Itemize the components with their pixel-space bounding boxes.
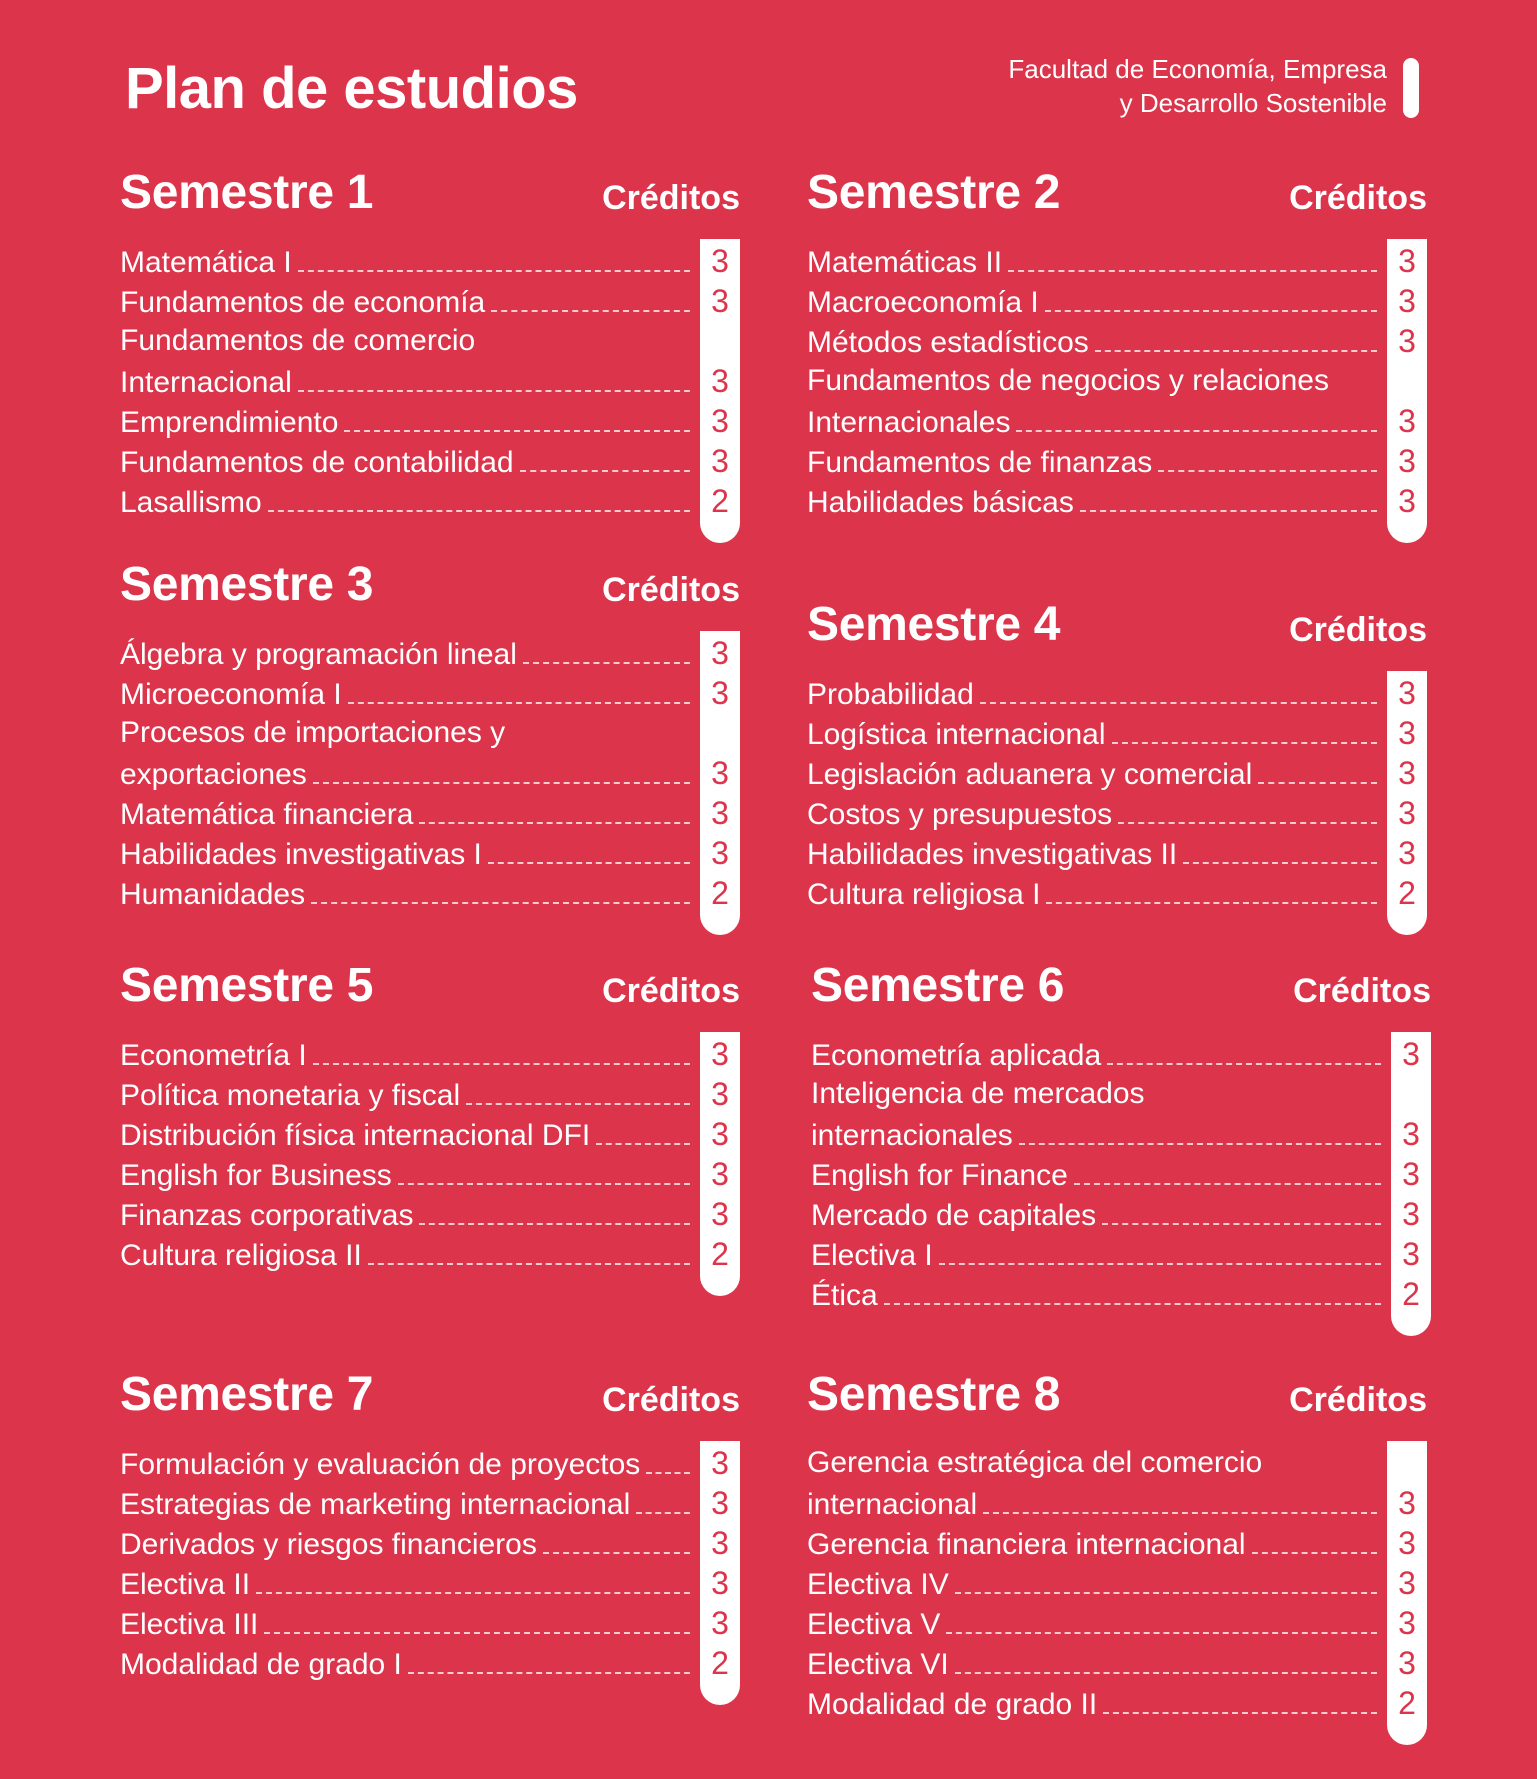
course-row [807,833,1427,873]
course-name: Derivados y riesgos financieros [120,1528,537,1561]
semester-header [120,1367,740,1441]
course-row [120,1483,740,1523]
dotted-leader [983,1512,1377,1514]
course-row [807,401,1427,441]
course-credits: 2 [1398,875,1416,911]
credits-column-label: Créditos [1289,1381,1427,1419]
semester-4-block [807,597,1427,913]
course-name: Distribución física internacional DFI [120,1119,591,1152]
dotted-leader [1046,902,1377,904]
course-row [811,1114,1431,1154]
course-credits: 3 [711,1445,729,1481]
course-credits: 3 [711,363,729,399]
course-name: Fundamentos de negocios y relaciones [807,364,1329,397]
course-row [807,673,1427,713]
course-credits: 3 [1398,795,1416,831]
course-list [807,239,1427,521]
course-credits: 3 [711,1036,729,1072]
dotted-leader [523,662,690,664]
course-row [120,1603,740,1643]
course-credits: 3 [1402,1196,1420,1232]
course-name: Electiva IV [807,1568,949,1601]
course-credits: 3 [1402,1116,1420,1152]
dotted-leader [311,902,690,904]
course-name: English for Business [120,1159,392,1192]
course-row [120,793,740,833]
course-row [120,673,740,713]
course-credits: 3 [1398,323,1416,359]
course-credits: 2 [711,1236,729,1272]
course-name: Econometría aplicada [811,1039,1102,1072]
course-credits: 3 [711,835,729,871]
course-row [811,1154,1431,1194]
course-name: Electiva I [811,1239,933,1272]
course-credits: 3 [1402,1236,1420,1272]
course-name: Logística internacional [807,718,1106,751]
dotted-leader [344,430,690,432]
course-row [120,321,740,361]
course-row [120,1563,740,1603]
course-credits: 3 [711,1076,729,1112]
course-row [120,833,740,873]
semester-7-block [120,1367,740,1683]
course-name: Procesos de importaciones y [120,716,506,749]
semester-3-title: Semestre 3 [120,558,374,611]
course-list [807,671,1427,913]
dotted-leader [636,1512,690,1514]
course-name: Econometría I [120,1039,307,1072]
course-credits: 3 [711,795,729,831]
course-name: Matemática I [120,246,292,279]
dotted-leader [488,862,690,864]
course-credits: 3 [711,635,729,671]
faculty-accent-bar [1403,58,1419,118]
dotted-leader [1112,742,1377,744]
course-credits: 3 [711,1116,729,1152]
course-list [120,1441,740,1683]
course-credits: 2 [711,875,729,911]
course-name: Cultura religiosa II [120,1239,362,1272]
course-name: internacionales [811,1119,1013,1152]
course-row [807,1643,1427,1683]
course-credits: 3 [1398,443,1416,479]
course-row [807,1603,1427,1643]
dotted-leader [884,1303,1381,1305]
course-name: Electiva V [807,1608,941,1641]
credits-column-label: Créditos [1289,179,1427,217]
faculty-line-1: Facultad de Economía, Empresa [1008,54,1387,84]
course-row [807,1523,1427,1563]
course-list [120,631,740,913]
course-name: internacional [807,1488,978,1521]
course-name: Política monetaria y fiscal [120,1079,461,1112]
dotted-leader [481,350,690,352]
course-row [811,1194,1431,1234]
semester-6-block [811,958,1431,1314]
course-name: Humanidades [120,878,306,911]
course-row [120,481,740,521]
course-name: Internacional [120,366,292,399]
course-credits: 3 [1398,243,1416,279]
course-name: Fundamentos de comercio [120,324,476,357]
course-row [120,361,740,401]
semester-2-block [807,165,1427,521]
dotted-leader [298,390,690,392]
course-row [807,361,1427,401]
course-credits: 3 [1398,403,1416,439]
course-name: Matemáticas II [807,246,1003,279]
semester-6-title: Semestre 6 [811,959,1065,1012]
course-row [807,1563,1427,1603]
dotted-leader [419,822,690,824]
course-row [807,793,1427,833]
course-list [807,1441,1427,1723]
dotted-leader [264,1632,690,1634]
course-credits: 3 [1398,715,1416,751]
course-credits: 3 [1398,1645,1416,1681]
dotted-leader [511,742,690,744]
course-name: Costos y presupuestos [807,798,1113,831]
course-name: Electiva III [120,1608,259,1641]
dotted-leader [348,702,690,704]
dotted-leader [1045,310,1377,312]
dotted-leader [1095,350,1377,352]
course-credits: 3 [1398,1525,1416,1561]
course-name: Métodos estadísticos [807,326,1089,359]
course-row [811,1274,1431,1314]
semester-1-block [120,165,740,521]
course-row [120,753,740,793]
course-name: Formulación y evaluación de proyectos [120,1448,641,1481]
course-row [811,1034,1431,1074]
dotted-leader [1008,270,1377,272]
course-row [120,1074,740,1114]
course-name: exportaciones [120,758,307,791]
course-credits: 3 [711,1485,729,1521]
dotted-leader [368,1263,690,1265]
course-name: Inteligencia de mercados [811,1077,1145,1110]
dotted-leader [1016,430,1377,432]
course-row [120,441,740,481]
course-credits: 2 [1398,1685,1416,1721]
course-credits: 3 [711,1196,729,1232]
course-credits: 2 [711,483,729,519]
course-list [120,239,740,521]
course-row [120,241,740,281]
course-credits: 3 [711,403,729,439]
credits-column-label: Créditos [602,179,740,217]
course-name: Probabilidad [807,678,974,711]
course-row [807,241,1427,281]
course-row [807,713,1427,753]
dotted-leader [408,1672,690,1674]
course-name: Fundamentos de contabilidad [120,446,514,479]
semester-1-title: Semestre 1 [120,166,374,219]
dotted-leader [1074,1183,1381,1185]
dotted-leader [398,1183,690,1185]
dotted-leader [419,1223,690,1225]
course-row [807,1683,1427,1723]
dotted-leader [256,1592,690,1594]
course-row [120,633,740,673]
course-list [811,1032,1431,1314]
course-name: Lasallismo [120,486,262,519]
semester-5-block [120,958,740,1274]
course-credits: 3 [1398,835,1416,871]
course-row [807,481,1427,521]
credits-column-label: Créditos [602,1381,740,1419]
course-row [120,281,740,321]
course-credits: 3 [711,1156,729,1192]
course-name: Microeconomía I [120,678,342,711]
semester-3-block [120,557,740,913]
course-row [807,873,1427,913]
course-row [120,1114,740,1154]
course-name: Habilidades investigativas II [807,838,1178,871]
course-name: Ética [811,1279,878,1312]
dotted-leader [1118,822,1377,824]
course-name: Habilidades básicas [807,486,1074,519]
dotted-leader [466,1103,690,1105]
semester-header [807,597,1427,671]
semester-header [120,557,740,631]
course-credits: 3 [711,755,729,791]
course-credits: 2 [1402,1276,1420,1312]
dotted-leader [298,270,690,272]
semester-7-title: Semestre 7 [120,1368,374,1421]
semester-8-block [807,1367,1427,1723]
course-name: Gerencia financiera internacional [807,1528,1246,1561]
course-row [120,1523,740,1563]
course-list [120,1032,740,1274]
course-credits: 3 [1398,1605,1416,1641]
dotted-leader [1252,1552,1377,1554]
dotted-leader [1158,470,1377,472]
course-name: Modalidad de grado I [120,1648,402,1681]
course-row [807,281,1427,321]
course-row [807,441,1427,481]
course-name: Álgebra y programación lineal [120,638,517,671]
course-name: Estrategias de marketing internacional [120,1488,631,1521]
course-name: Electiva VI [807,1648,949,1681]
semester-8-title: Semestre 8 [807,1368,1061,1421]
course-credits: 3 [1402,1036,1420,1072]
course-row [120,1194,740,1234]
dotted-leader [543,1552,690,1554]
course-credits: 3 [711,243,729,279]
course-row [807,753,1427,793]
course-name: Emprendimiento [120,406,339,439]
dotted-leader [1080,510,1377,512]
dotted-leader [1151,1103,1381,1105]
course-name: Finanzas corporativas [120,1199,414,1232]
course-credits: 3 [711,283,729,319]
course-name: Matemática financiera [120,798,414,831]
dotted-leader [520,470,690,472]
course-credits: 3 [1398,1565,1416,1601]
dotted-leader [1102,1223,1381,1225]
course-row [120,1234,740,1274]
semester-5-title: Semestre 5 [120,959,374,1012]
course-name: Cultura religiosa I [807,878,1041,911]
dotted-leader [1107,1063,1381,1065]
course-row [811,1074,1431,1114]
course-name: Modalidad de grado II [807,1688,1098,1721]
course-name: Internacionales [807,406,1011,439]
page-title: Plan de estudios [125,56,578,121]
course-credits: 3 [1398,283,1416,319]
course-row [807,1443,1427,1483]
dotted-leader [1103,1712,1377,1714]
course-credits: 3 [711,675,729,711]
dotted-leader [1183,862,1377,864]
course-credits: 3 [1398,483,1416,519]
semester-header [807,165,1427,239]
dotted-leader [955,1592,1377,1594]
course-name: Gerencia estratégica del comercio [807,1446,1263,1479]
credits-column-label: Créditos [602,972,740,1010]
semester-header [120,958,740,1032]
credits-column-label: Créditos [1293,972,1431,1010]
course-name: Electiva II [120,1568,251,1601]
dotted-leader [955,1672,1377,1674]
dotted-leader [646,1472,690,1474]
course-name: Habilidades investigativas I [120,838,482,871]
credits-column-label: Créditos [1289,611,1427,649]
course-name: Legislación aduanera y comercial [807,758,1253,791]
semester-header [811,958,1431,1032]
course-credits: 3 [711,1605,729,1641]
course-row [120,713,740,753]
course-credits: 3 [1398,675,1416,711]
dotted-leader [1019,1143,1381,1145]
course-credits: 3 [1398,1485,1416,1521]
semester-2-title: Semestre 2 [807,166,1061,219]
course-row [120,1034,740,1074]
dotted-leader [1335,390,1377,392]
course-row [120,1154,740,1194]
course-credits: 3 [1398,755,1416,791]
semester-4-title: Semestre 4 [807,598,1061,651]
dotted-leader [491,310,690,312]
course-name: Mercado de capitales [811,1199,1097,1232]
course-name: English for Finance [811,1159,1068,1192]
course-row [120,1643,740,1683]
course-row [120,401,740,441]
course-row [811,1234,1431,1274]
dotted-leader [980,702,1377,704]
course-name: Fundamentos de finanzas [807,446,1153,479]
dotted-leader [1258,782,1377,784]
dotted-leader [946,1632,1377,1634]
dotted-leader [596,1143,690,1145]
credits-column-label: Créditos [602,571,740,609]
course-name: Fundamentos de economía [120,286,486,319]
course-credits: 3 [711,1565,729,1601]
course-name: Macroeconomía I [807,286,1039,319]
dotted-leader [939,1263,1381,1265]
course-row [120,1443,740,1483]
semester-header [120,165,740,239]
course-credits: 3 [711,443,729,479]
dotted-leader [1268,1472,1377,1474]
course-credits: 2 [711,1645,729,1681]
semester-header [807,1367,1427,1441]
dotted-leader [313,782,690,784]
course-credits: 3 [1402,1156,1420,1192]
course-row [807,321,1427,361]
course-row [807,1483,1427,1523]
faculty-name [1008,52,1387,120]
course-row [120,873,740,913]
faculty-line-2: y Desarrollo Sostenible [1119,88,1387,118]
dotted-leader [268,510,690,512]
course-credits: 3 [711,1525,729,1561]
dotted-leader [313,1063,690,1065]
